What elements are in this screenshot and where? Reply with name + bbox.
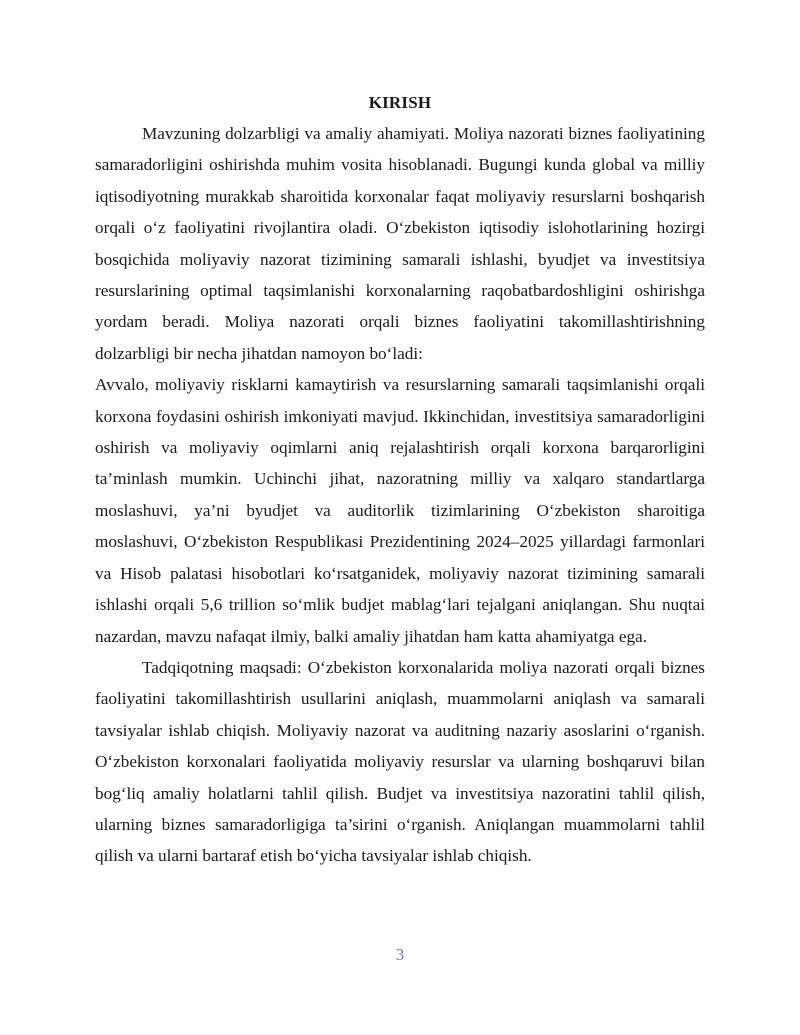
page-number: 3: [395, 945, 405, 964]
paragraph-research-goal: Tadqiqotning maqsadi: O‘zbekiston korxonalarida moliya nazorati orqali biznes faoliyatini takomillashtirish usullarini aniqlash, muammolarni aniqlash va samarali tavsiyalar ishlab chiqish. Moliyaviy nazorat va auditning nazariy asoslarini o‘rganish. O‘zbekiston korxonalari faoliyatida moliyaviy resurslar va ularning boshqaruvi bilan bog‘liq amaliy holatlarni tahlil qilish. Budjet va investitsiya nazoratini tahlil qilish, ularning biznes samaradorligiga ta’sirini o‘rganish. Aniqlangan muammolarni tahlil qilish va ularni bartaraf etish bo‘yicha tavsiyalar ishlab chiqish.: [95, 657, 705, 866]
paragraph-relevance: Mavzuning dolzarbligi va amaliy ahamiyati. Moliya nazorati biznes faoliyatining samaradorligini oshirishda muhim vosita hisoblanadi. Bugungi kunda global va milliy iqtisodiyotning murakkab sharoitida korxonalar faqat moliyaviy resurslarni boshqarish orqali o‘z faoliyatini rivojlantira oladi. O‘zbekiston iqtisodiy islohotlarining hozirgi bosqichida moliyaviy nazorat tizimining samarali ishlashi, byudjet va investitsiya resurslarining optimal taqsimlanishi korxonalarning raqobatbardoshligini oshirishga yordam beradi. Moliya nazorati orqali biznes faoliyatini takomillashtirishning dolzarbligi bir necha jihatdan namoyon bo‘ladi:: [95, 124, 705, 363]
paragraph-reasons: Avvalo, moliyaviy risklarni kamaytirish va resurslarning samarali taqsimlanishi orqali korxona foydasini oshirish imkoniyati mavjud. Ikkinchidan, investitsiya samaradorligini oshirish va moliyaviy oqimlarni aniq rejalashtirish orqali korxona barqarorligini ta’minlash mumkin. Uchinchi jihat, nazoratning milliy va xalqaro standartlarga moslashuvi, ya’ni byudjet va auditorlik tizimlarining O‘zbekiston sharoitiga moslashuvi, O‘zbekiston Respublikasi Prezidentining 2024–2025 yillardagi farmonlari va Hisob palatasi hisobotlari ko‘rsatganidek, moliyaviy nazorat tizimining samarali ishlashi orqali 5,6 trillion so‘mlik budjet mablag‘lari tejalgani aniqlangan. Shu nuqtai nazardan, mavzu nafaqat ilmiy, balki amaliy jihatdan ham katta ahamiyatga ega.: [95, 375, 705, 646]
body-text: [95, 118, 705, 872]
section-heading: KIRISH: [368, 93, 432, 112]
